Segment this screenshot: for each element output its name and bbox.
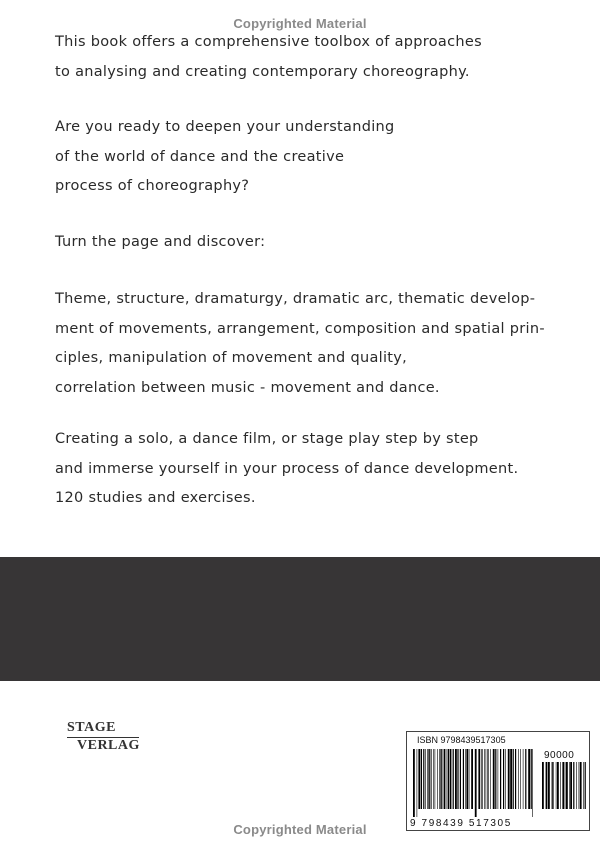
barcode-main-bars [413,749,535,817]
barcode-bar [500,749,501,809]
barcode-addon-number: 90000 [544,750,575,761]
barcode-bar [487,749,488,809]
barcode-bar [444,749,446,809]
watermark-top: Copyrighted Material [233,16,367,31]
barcode-bar [490,749,491,809]
barcode-bar [447,749,448,809]
barcode-bar [523,749,524,809]
barcode-bar [448,749,449,809]
publisher-logo-line2: VERLAG [77,738,140,753]
barcode-bar [484,749,485,809]
barcode-bar [435,749,436,809]
barcode-bar [585,762,586,809]
text-line: ciples, manipulation of movement and quality, [55,350,408,366]
barcode-bar [495,749,496,809]
barcode-bar [505,749,506,809]
barcode-bar [576,762,577,809]
barcode-bar [466,749,468,809]
barcode-bar [552,762,553,809]
text-line: Creating a solo, a dance film, or stage play step by step [55,431,479,447]
barcode-bar [573,762,574,809]
barcode-bar [417,749,418,817]
barcode-bar [528,749,530,809]
dark-band [0,557,600,681]
paragraph-intro [55,28,555,87]
barcode-bar [431,749,432,809]
barcode-bar [569,762,570,809]
barcode-bar [556,762,557,809]
barcode-bar [515,749,516,809]
barcode-bar [518,749,519,809]
barcode-bar [546,762,548,809]
paragraph-closing [55,425,555,514]
barcode-bar [503,749,504,809]
barcode-bar [520,749,521,809]
barcode-bar [471,749,473,809]
barcode-bar [413,749,415,817]
isbn-label: ISBN 9798439517305 [417,735,506,745]
barcode-bar [465,749,466,809]
text-line: Turn the page and discover: [55,234,266,250]
barcode-bar [510,749,512,809]
barcode-bar [450,749,452,809]
text-line: of the world of dance and the creative [55,148,345,165]
paragraph-question [55,113,555,202]
barcode-bar [425,749,426,809]
barcode-bar [525,749,526,809]
barcode-box [406,731,590,831]
barcode-bar [423,749,424,809]
paragraph-topics [55,285,555,403]
barcode-bar [427,749,428,809]
barcode-bar [553,762,554,809]
barcode-bar [418,749,420,809]
text-line: This book offers a comprehensive toolbox of approaches [55,34,482,50]
paragraph-discover [55,228,555,258]
publisher-logo-line1: STAGE [67,720,116,735]
barcode-bar [579,762,580,809]
barcode-addon-bars [542,762,586,817]
text-line: and immerse yourself in your process of dance development. [55,460,519,477]
barcode-bar [441,749,442,809]
barcode-bar [421,749,422,809]
barcode-bar [560,762,561,809]
barcode-bar [455,749,457,809]
publisher-logo [67,720,182,754]
text-line: ment of movements, arrangement, composition and spatial prin- [55,320,545,337]
barcode-bar [508,749,510,809]
barcode-bar [542,762,544,809]
barcode-bar [433,749,434,809]
barcode-bar [460,749,461,809]
barcode-digits: 9 798439 517305 [410,818,512,829]
barcode-bar [463,749,464,809]
barcode-bar [532,749,533,817]
text-line: correlation between music - movement and dance. [55,379,440,396]
barcode-bar [475,749,477,817]
barcode-bar [437,749,438,809]
barcode-bar [565,762,566,809]
barcode-bar [493,749,495,809]
barcode-bar [486,749,487,809]
barcode-bar [566,762,568,809]
barcode-bar [469,749,470,809]
barcode-bar [457,749,458,809]
barcode-bar [478,749,480,809]
text-line: Theme, structure, dramaturgy, dramatic arc, thematic develop- [55,291,536,307]
barcode-bar [498,749,499,809]
barcode-bar [548,762,550,809]
barcode-bar [453,749,454,809]
barcode-bar [583,762,584,809]
barcode-bar [429,749,430,809]
barcode-bar [562,762,564,809]
barcode-bar [557,762,559,809]
text-line: Are you ready to deepen your understanding [55,119,395,135]
text-line: to analysing and creating contemporary choreography. [55,63,470,80]
watermark-bottom: Copyrighted Material [233,822,367,837]
barcode-bar [439,749,440,809]
barcode-bar [531,749,532,809]
barcode-bar [513,749,514,809]
barcode-bar [481,749,482,809]
barcode-bar [570,762,572,809]
barcode-bar [580,762,582,809]
text-line: 120 studies and exercises. [55,490,256,506]
text-line: process of choreography? [55,178,250,194]
